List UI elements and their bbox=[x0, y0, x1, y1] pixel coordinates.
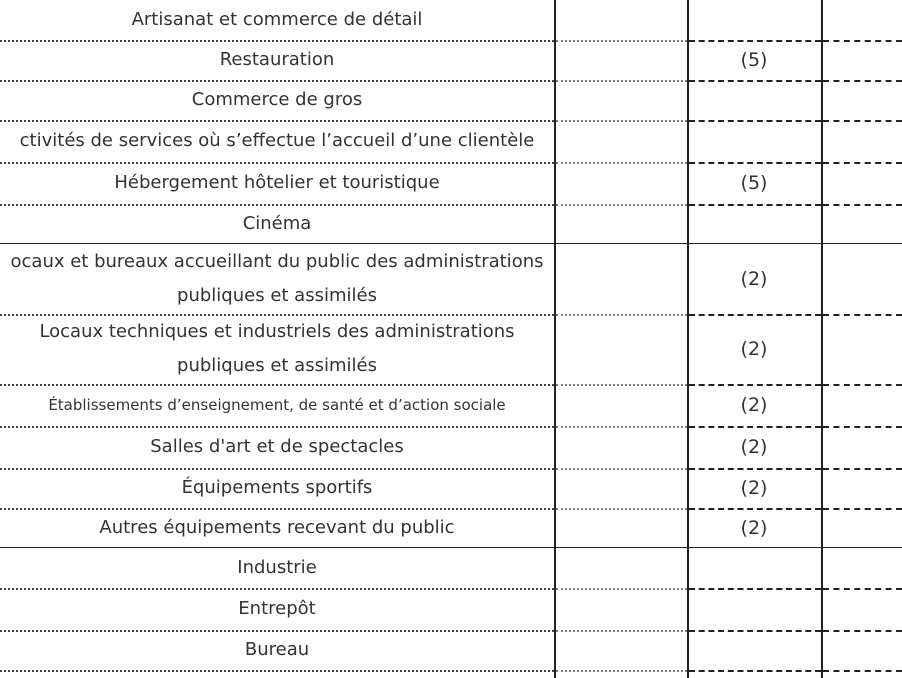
row-label bbox=[0, 244, 554, 314]
row-label-line2: publiques et assimilés bbox=[177, 355, 377, 376]
table-row bbox=[0, 314, 902, 384]
row-label-line2: publiques et assimilés bbox=[177, 285, 377, 306]
table-row bbox=[0, 548, 902, 588]
row-label: Artisanat et commerce de détail bbox=[131, 9, 423, 30]
row-label-line1: ocaux et bureaux accueillant du public des administrations bbox=[10, 251, 544, 272]
column-divider bbox=[554, 0, 556, 678]
row-note: (5) bbox=[740, 49, 768, 71]
table-row bbox=[0, 40, 902, 80]
row-label: Bureau bbox=[244, 639, 310, 660]
row-note: (2) bbox=[740, 394, 768, 416]
table-row bbox=[0, 426, 902, 468]
row-note bbox=[687, 120, 821, 162]
row-label bbox=[0, 314, 554, 384]
table-row bbox=[0, 0, 902, 40]
row-label: Entrepôt bbox=[238, 598, 316, 619]
row-note bbox=[687, 80, 821, 120]
row-label: Équipements sportifs bbox=[181, 477, 373, 498]
row-label: Cinéma bbox=[242, 213, 312, 234]
table-row bbox=[0, 204, 902, 244]
row-note: (5) bbox=[740, 172, 768, 194]
row-note bbox=[687, 0, 821, 40]
table-row bbox=[0, 384, 902, 426]
row-note: (2) bbox=[740, 268, 768, 290]
table-row bbox=[0, 468, 902, 508]
table-row bbox=[0, 588, 902, 630]
table-row bbox=[0, 508, 902, 548]
row-note bbox=[687, 204, 821, 244]
row-label: Restauration bbox=[219, 49, 335, 70]
row-note: (2) bbox=[740, 477, 768, 499]
row-label: Commerce de gros bbox=[191, 89, 363, 110]
row-note bbox=[687, 588, 821, 630]
row-label-line1: Locaux techniques et industriels des administrations bbox=[39, 321, 515, 342]
table-row bbox=[0, 162, 902, 204]
column-divider bbox=[687, 0, 689, 678]
column-divider bbox=[821, 0, 823, 678]
row-note: (2) bbox=[740, 436, 768, 458]
row-note bbox=[687, 548, 821, 588]
row-label: Industrie bbox=[237, 557, 317, 578]
row-label: Hébergement hôtelier et touristique bbox=[114, 172, 440, 193]
row-note: (2) bbox=[740, 517, 768, 539]
row-note bbox=[687, 630, 821, 670]
row-label: Autres équipements recevant du public bbox=[99, 517, 455, 538]
row-note: (2) bbox=[740, 338, 768, 360]
table-row bbox=[0, 244, 902, 314]
row-label: ctivités de services où s’effectue l’accueil d’une clientèle bbox=[19, 130, 535, 151]
table-row bbox=[0, 630, 902, 670]
table-row bbox=[0, 80, 902, 120]
row-label: Établissements d’enseignement, de santé et d’action sociale bbox=[48, 396, 506, 414]
row-label: Salles d'art et de spectacles bbox=[150, 436, 404, 457]
table-row bbox=[0, 120, 902, 162]
